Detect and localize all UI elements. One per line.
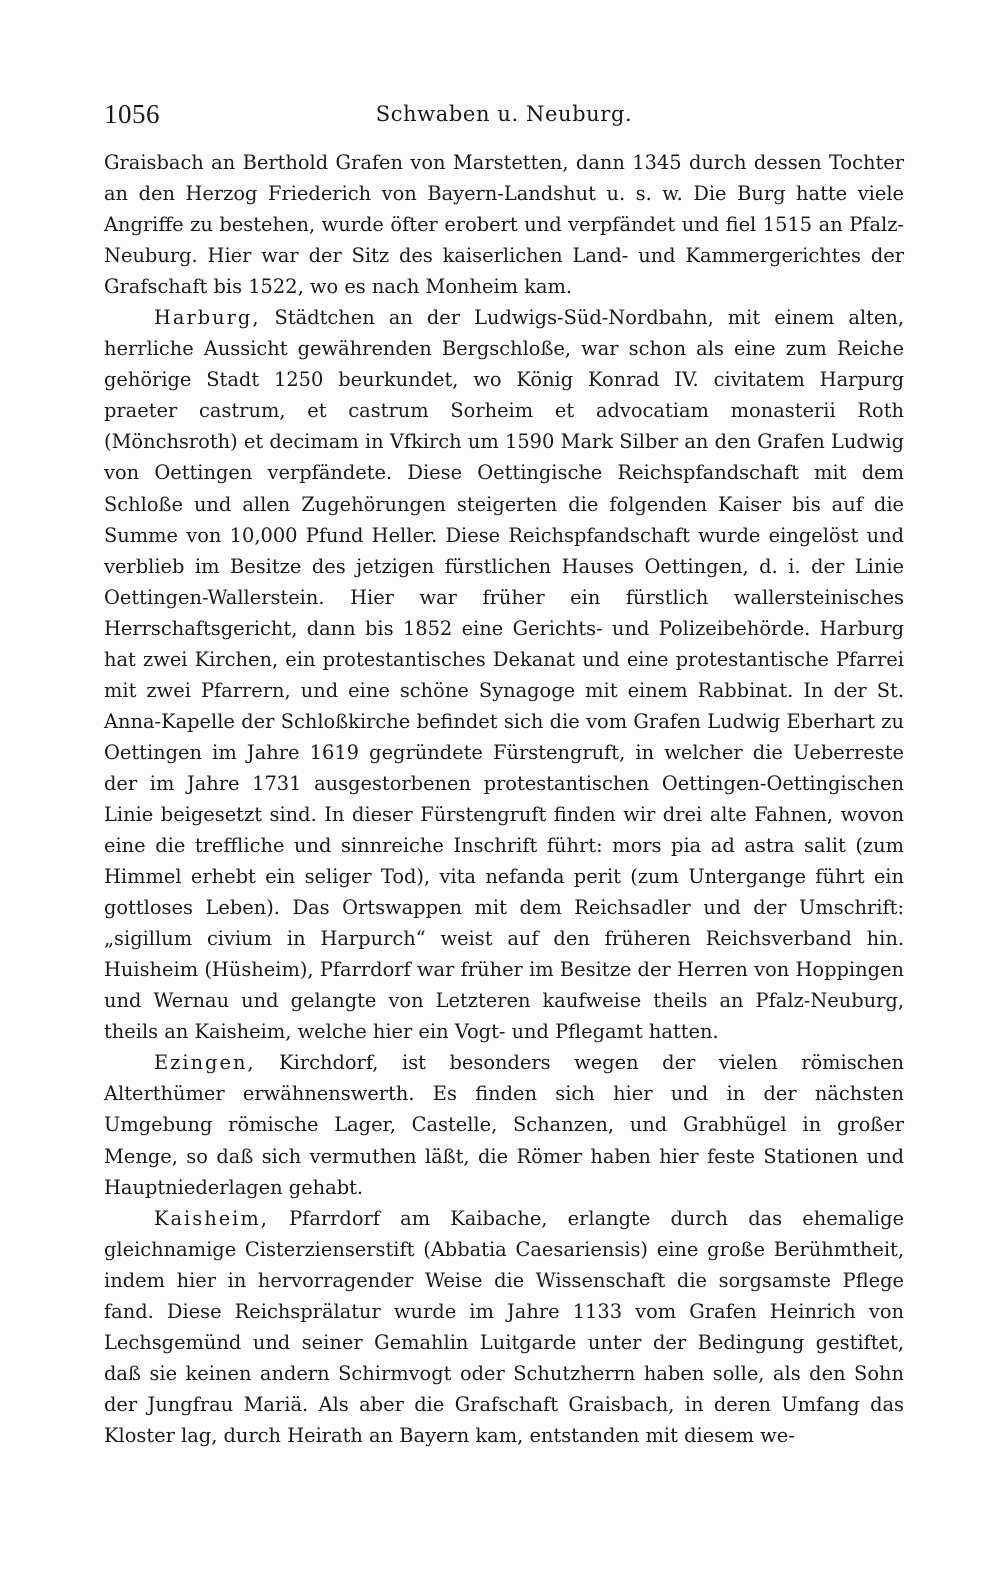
paragraph-kaisheim xyxy=(104,1203,904,1451)
place-name-lead: Ezingen, xyxy=(154,1051,256,1075)
page-number: 1056 xyxy=(104,99,160,129)
paragraph-ezingen xyxy=(104,1047,904,1202)
paragraph-graisbach-continued xyxy=(104,147,904,302)
paragraph-text: Pfarrdorf am Kaibache, erlangte durch das ehemalige gleichnamige Cisterzienserstift (Abbatia Caesariensis) eine große Berühmtheit, indem hier in hervorragender Weise die Wissenschaft die sorgsamste Pflege fand. Diese Reichsprälatur wurde im Jahre 1133 vom Grafen Heinrich von Lechsgemünd und seiner Gemahlin Luitgarde unter der Bedingung gestiftet, daß sie keinen andern Schirmvogt oder Schutzherrn haben solle, als den Sohn der Jungfrau Mariä. Als aber die Grafschaft Graisbach, in deren Umfang das Kloster lag, durch Heirath an Bayern kam, entstanden mit diesem we- xyxy=(104,1206,904,1447)
body-text xyxy=(104,147,904,1451)
place-name-lead: Kaisheim, xyxy=(154,1206,269,1230)
place-name-lead: Harburg, xyxy=(154,306,261,330)
running-header xyxy=(104,95,904,137)
paragraph-text: Graisbach an Berthold Grafen von Marstetten, dann 1345 durch dessen Tochter an den Herzog Friederich von Bayern-Landshut u. s. w. Die Burg hatte viele Angriffe zu bestehen, wurde öfter erobert und verpfändet und fiel 1515 an Pfalz-Neuburg. Hier war der Sitz des kaiserlichen Land- und Kammergerichtes der Grafschaft bis 1522, wo es nach Monheim kam. xyxy=(104,151,904,299)
paragraph-text: Kirchdorf, ist besonders wegen der vielen römischen Alterthümer erwähnenswerth. Es finden sich hier und in der nächsten Umgebung römische Lager, Castelle, Schanzen, und Grabhügel in großer Menge, so daß sich vermuthen läßt, die Römer haben hier feste Stationen und Hauptniederlagen gehabt. xyxy=(104,1051,904,1199)
paragraph-text: Städtchen an der Ludwigs-Süd-Nordbahn, mit einem alten, herrliche Aussicht gewährenden Bergschloße, war schon als eine zum Reiche gehörige Stadt 1250 beurkundet, wo König Konrad IV. civitatem Harpurg praeter castrum, et castrum Sorheim et advocatiam monasterii Roth (Mönchsroth) et decimam in Vfkirch um 1590 Mark Silber an den Grafen Ludwig von Oettingen verpfändete. Diese Oettingische Reichspfandschaft mit dem Schloße und allen Zugehörungen steigerten die folgenden Kaiser bis auf die Summe von 10,000 Pfund Heller. Diese Reichspfandschaft wurde eingelöst und verblieb im Besitze des jetzigen fürstlichen Hauses Oettingen, d. i. der Linie Oettingen-Wallerstein. Hier war früher ein fürstlich wallersteinisches Herrschaftsgericht, dann bis 1852 eine Gerichts- und Polizeibehörde. Harburg hat zwei Kirchen, ein protestantisches Dekanat und eine protestantische Pfarrei mit zwei Pfarrern, und eine schöne Synagoge mit einem Rabbinat. In der St. Anna-Kapelle der Schloßkirche befindet sich die vom Grafen Ludwig Eberhart zu Oettingen im Jahre 1619 gegründete Fürstengruft, in welcher die Ueberreste der im Jahre 1731 ausgestorbenen protestantischen Oettingen-Oettingischen Linie beigesetzt sind. In dieser Fürstengruft finden wir drei alte Fahnen, wovon eine die treffliche und sinnreiche Inschrift führt: mors pia ad astra salit (zum Himmel erhebt ein seliger Tod), vita nefanda perit (zum Untergange führt ein gottloses Leben). Das Ortswappen mit dem Reichsadler und der Umschrift: „sigillum civium in Harpurch“ weist auf den früheren Reichsverband hin. Huisheim (Hüsheim), Pfarrdorf war früher im Besitze der Herren von Hoppingen und Wernau und gelangte von Letzteren kaufweise theils an Pfalz-Neuburg, theils an Kaisheim, welche hier ein Vogt- und Pflegamt hatten. xyxy=(104,306,904,1044)
running-title: Schwaben u. Neuburg. xyxy=(375,102,633,126)
paragraph-harburg xyxy=(104,302,904,1047)
